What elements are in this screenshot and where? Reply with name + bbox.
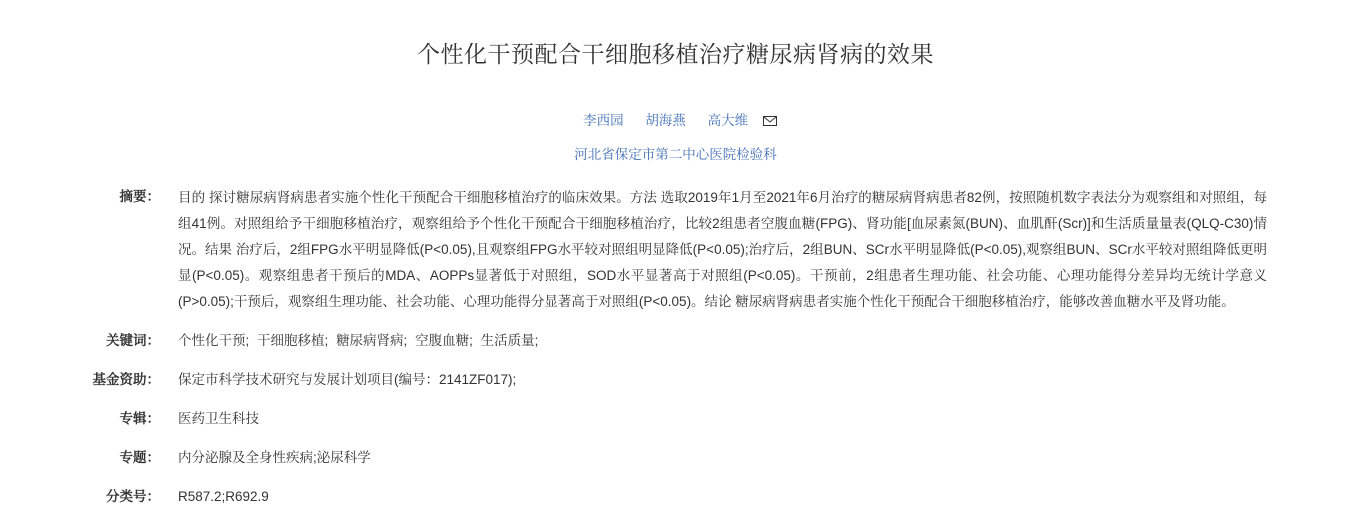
topic-text[interactable]: 内分泌腺及全身性疾病;泌尿科学 [178, 450, 371, 465]
funding-row [84, 368, 1267, 392]
affiliation: 河北省保定市第二中心医院检验科 [574, 147, 777, 162]
album-label: 专辑： [119, 411, 160, 426]
classification-label: 分类号： [106, 489, 160, 504]
keywords-label: 关键词： [106, 333, 160, 348]
author-link-3[interactable]: 高大维 [707, 113, 749, 128]
keyword-item[interactable]: 干细胞移植; [257, 333, 329, 348]
keyword-item[interactable]: 生活质量; [480, 333, 539, 348]
abstract-label: 摘要： [119, 189, 160, 204]
keywords-row [84, 329, 1267, 353]
album-row [84, 407, 1267, 431]
topic-row [84, 446, 1267, 470]
paper-meta-block [0, 185, 1351, 509]
funding-text[interactable]: 保定市科学技术研究与发展计划项目(编号：2141ZF017); [178, 372, 517, 387]
keyword-item[interactable]: 个性化干预; [178, 333, 250, 348]
mail-icon [763, 114, 777, 129]
author-link-1[interactable]: 李西园 [583, 113, 624, 128]
abstract-row [84, 185, 1267, 315]
album-text[interactable]: 医药卫生科技 [178, 411, 259, 426]
page-title: 个性化干预配合干细胞移植治疗糖尿病肾病的效果 [417, 41, 934, 67]
author-link-2[interactable]: 胡海燕 [645, 113, 686, 128]
keywords-list [160, 329, 1267, 353]
classification-text[interactable]: R587.2;R692.9 [178, 489, 269, 504]
author-list [0, 109, 1351, 129]
abstract-text: 目的 探讨糖尿病肾病患者实施个性化干预配合干细胞移植治疗的临床效果。方法 选取2019年1月至2021年6月治疗的糖尿病肾病患者82例，按照随机数字表法分为观察组和对照组，每组41例。对照组给予干细胞移植治疗，观察组给予个性化干预配合干细胞移植治疗，比较2组患者空腹血糖(FPG)、肾功能[血尿素氮(BUN)、血肌酐(Scr)]和生活质量量表(QLQ-C30)情况。结果 治疗后，2组FPG水平明显降低(P<0.05),且观察组FPG水平较对照组明显降低(P<0.05);治疗后，2组BUN、SCr水平明显降低(P<0.05),观察组BUN、SCr水平较对照组降低更明显(P<0.05)。观察组患者干预后的MDA、AOPPs显著低于对照组，SOD水平显著高于对照组(P<0.05)。干预前，2组患者生理功能、社会功能、心理功能得分差异均无统计学意义(P>0.05);干预后，观察组生理功能、社会功能、心理功能得分显著高于对照组(P<0.05)。结论 糖尿病肾病患者实施个性化干预配合干细胞移植治疗，能够改善血糖水平及肾功能。 [178, 190, 1267, 309]
topic-label: 专题： [119, 450, 160, 465]
keyword-item[interactable]: 糖尿病肾病; [336, 333, 408, 348]
funding-label: 基金资助： [92, 372, 160, 387]
keyword-item[interactable]: 空腹血糖; [415, 333, 473, 348]
